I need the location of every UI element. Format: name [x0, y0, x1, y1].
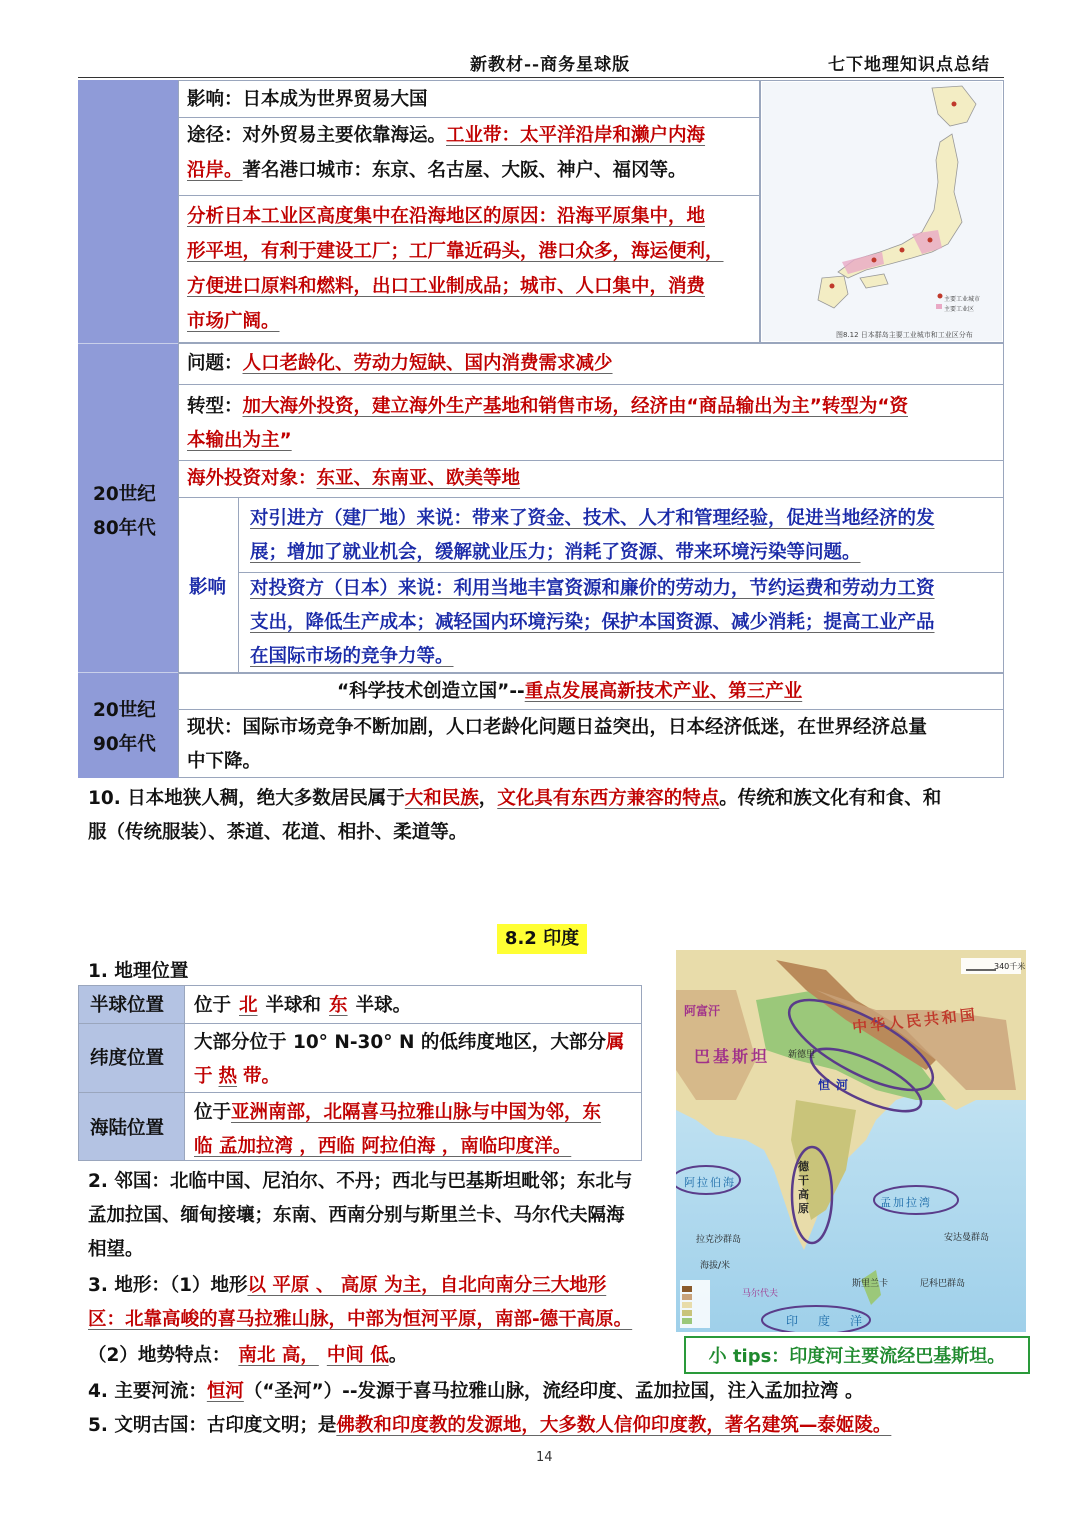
- trade-impact: 影响：日本成为世界贸易大国: [187, 89, 428, 110]
- trade-route-line1: [187, 119, 705, 153]
- problem-row: [187, 347, 613, 381]
- hemi-mid: 半球和: [265, 995, 322, 1016]
- p10-line1: [88, 782, 941, 816]
- impact-investor-line3: 在国际市场的竞争力等。: [250, 646, 454, 667]
- lat-zone: 带。: [243, 1066, 281, 1087]
- p10-line2: 服（传统服装）、茶道、花道、相扑、柔道等。: [88, 822, 468, 843]
- row-line: [178, 384, 1004, 385]
- hemi-suffix: 半球。: [355, 995, 412, 1016]
- port-cities: 著名港口城市：东京、名古屋、大阪、神户、福冈等。: [242, 160, 687, 181]
- lat-belong: 属: [605, 1032, 625, 1053]
- s2-line1: 2. 邻国：北临中国、尼泊尔、不丹；西北与巴基斯坦毗邻；东北与: [88, 1171, 633, 1192]
- s3-relief-high: 南北 高，: [238, 1345, 319, 1366]
- row-line: [178, 195, 760, 196]
- map-label-andaman: 安达曼群岛: [944, 1233, 990, 1243]
- map-label-lakshadweep: 拉克沙群岛: [696, 1235, 742, 1245]
- map-legend-zone: 主要工业区: [944, 306, 975, 313]
- tips-box: 小 tips：印度河主要流经巴基斯坦。: [684, 1336, 1030, 1374]
- map-label-indian-ocean: 印度洋: [786, 1314, 883, 1328]
- row-line: [178, 460, 1004, 461]
- status-line2: 中下降。: [187, 751, 262, 772]
- era-80s-line1: 20世纪: [93, 484, 156, 505]
- india-section-title: 8.2 印度: [497, 924, 587, 954]
- invest-text: 东亚、东南亚、欧美等地: [316, 468, 521, 489]
- impact-host-line2: 展；增加了就业机会，缓解就业压力；消耗了资源、带来环境污染等问题。: [250, 542, 861, 563]
- impact-investor-line2: 支出，降低生产成本；减轻国内环境污染；保护本国资源、减少消耗；提高工业产品: [250, 612, 935, 633]
- map-label-pakistan: 巴基斯坦: [694, 1047, 771, 1066]
- map-elevation-title: 海拔/米: [700, 1261, 731, 1271]
- col-line: [238, 497, 239, 673]
- problem-label: 问题：: [187, 353, 243, 374]
- impact-investor-line1: 对投资方（日本）来说：利用当地丰富资源和廉价的劳动力，节约运费和劳动力工资: [250, 578, 935, 599]
- s4-ganges: 恒河: [206, 1381, 244, 1402]
- hemi-prefix: 位于: [194, 995, 232, 1016]
- p10-tradition: 。传统和族文化有和食、和: [719, 788, 942, 809]
- map-label-china: 中华人民共和国: [851, 1005, 979, 1037]
- sea-land-line2: 临 孟加拉湾 ，西临 阿拉伯海 ，南临印度洋。: [194, 1136, 572, 1157]
- hemisphere-value: [194, 989, 411, 1023]
- transform-text: 加大海外投资，建立海外生产基地和销售市场，经济由“商品输出为主”转型为“资: [242, 396, 908, 417]
- s4-label: 4. 主要河流：: [88, 1381, 207, 1402]
- p10-comma: ，: [478, 788, 498, 809]
- slogan: “科学技术创造立国”--: [337, 681, 525, 702]
- sea-prefix: 位于: [194, 1102, 232, 1123]
- page-number: 14: [536, 1450, 553, 1465]
- invest-row: [187, 462, 520, 496]
- map-label-arabian-sea: 阿拉伯海: [684, 1176, 736, 1189]
- hemisphere-label: 半球位置: [90, 995, 165, 1016]
- map-label-srilanka: 斯里兰卡: [852, 1279, 889, 1289]
- map-label-ganges: 恒河: [818, 1078, 855, 1092]
- era-90s-line1: 20世纪: [93, 700, 156, 721]
- s5-label: 5. 文明古国：古印度文明；是: [88, 1415, 337, 1436]
- status-line1: 现状：国际市场竞争不断加剧，人口老龄化问题日益突出，日本经济低迷，在世界经济总量: [187, 717, 928, 738]
- s4-line: [88, 1375, 863, 1409]
- analysis-line2: 形平坦，有利于建设工厂；工厂靠近码头，港口众多，海运便利，: [187, 241, 724, 262]
- s5-line: [88, 1409, 891, 1443]
- problem-text: 人口老龄化、劳动力短缺、国内消费需求减少: [242, 353, 613, 374]
- row-line: [178, 497, 1004, 498]
- table-left-column: [78, 80, 178, 778]
- impact-label: 影响: [189, 577, 227, 598]
- s3-period: 。: [388, 1345, 408, 1366]
- left-divider: [78, 672, 178, 673]
- s3-line2: 区：北靠高峻的喜马拉雅山脉，中部为恒河平原，南部-德干高原。: [88, 1309, 633, 1330]
- industrial-belt: 工业带：太平洋沿岸和濑户内海: [446, 125, 706, 146]
- s5-religion: 佛教和印度教的发源地，大多数人信仰印度教，著名建筑—泰姬陵。: [336, 1415, 892, 1436]
- map-label-nicobar: 尼科巴群岛: [920, 1279, 966, 1289]
- hemi-north: 北: [239, 995, 258, 1016]
- header-chapter-title: 七下地理知识点总结: [828, 55, 990, 75]
- s3-relief-low: 中间 低: [326, 1345, 389, 1366]
- map-label-deccan: 德干高原: [798, 1160, 809, 1215]
- p10-yamato: 大和民族: [404, 788, 479, 809]
- transform-row: [187, 390, 908, 424]
- row-line: [78, 1023, 642, 1024]
- transform-label: 转型：: [187, 396, 243, 417]
- lat-belong2: 于: [194, 1066, 213, 1087]
- s2-line3: 相望。: [88, 1239, 144, 1260]
- era-80s-line2: 80年代: [93, 518, 156, 539]
- hemi-east: 东: [329, 995, 348, 1016]
- sea-land-line1: [194, 1096, 601, 1130]
- sea-land-label: 海陆位置: [90, 1118, 165, 1139]
- lat-tropical: 热: [218, 1066, 238, 1087]
- map-label-newdelhi: 新德里: [788, 1050, 816, 1060]
- row-line: [178, 709, 1004, 710]
- map-label-afghanistan: 阿富汗: [684, 1004, 721, 1018]
- analysis-line1: 分析日本工业区高度集中在沿海地区的原因：沿海平原集中，地: [187, 206, 706, 227]
- s2-line2: 孟加拉国、缅甸接壤；东南、西南分别与斯里兰卡、马尔代夫隔海: [88, 1205, 625, 1226]
- latitude-label: 纬度位置: [90, 1048, 165, 1069]
- lat-text: 大部分位于 10° N-30° N 的低纬度地区，大部分: [194, 1032, 606, 1053]
- map-label-maldives: 马尔代夫: [742, 1289, 779, 1299]
- slogan-focus: 重点发展高新技术产业、第三产业: [524, 681, 803, 702]
- analysis-line4: 市场广阔。: [187, 311, 280, 332]
- map-scale: 340千米: [994, 962, 1026, 971]
- transform-text-line2: 本输出为主”: [187, 430, 292, 451]
- col-line: [184, 985, 185, 1161]
- s4-text: （“圣河”）--发源于喜马拉雅山脉，流经印度、孟加拉国，注入孟加拉湾 。: [243, 1381, 864, 1402]
- s3-terrain: 以 平原 、 高原 为主，自北向南分三大地形: [247, 1275, 607, 1296]
- row-line: [78, 1092, 642, 1093]
- slogan-row: [337, 675, 802, 709]
- impact-host-line1: 对引进方（建厂地）来说：带来了资金、技术、人才和管理经验，促进当地经济的发: [250, 508, 935, 529]
- s3-line3: [88, 1339, 407, 1373]
- invest-label: 海外投资对象：: [187, 468, 317, 489]
- analysis-line3: 方便进口原料和燃料，出口工业制成品；城市、人口集中，消费: [187, 276, 706, 297]
- era-90s-line2: 90年代: [93, 734, 156, 755]
- map-caption: 图8.12 日本群岛主要工业城市和工业区分布: [836, 331, 973, 339]
- header-doc-title: 新教材--商务星球版: [470, 55, 631, 75]
- s3-prefix: 3. 地形：（1）地形: [88, 1275, 248, 1296]
- s3-line1: [88, 1269, 606, 1303]
- s1-heading: 1. 地理位置: [88, 961, 189, 982]
- row-line: [178, 117, 760, 118]
- map-legend-city: 主要工业城市: [944, 296, 981, 303]
- map-label-bay-of-bengal: 孟加拉湾: [880, 1196, 932, 1209]
- header-rule: [78, 77, 1004, 78]
- sea-text: 亚洲南部，北隔喜马拉雅山脉与中国为邻，东: [231, 1102, 602, 1123]
- p10-text: 10. 日本地狭人稠，绝大多数居民属于: [88, 788, 405, 809]
- latitude-line1: [194, 1026, 624, 1060]
- industrial-belt-end: 沿岸。: [187, 160, 243, 181]
- s3-relief-label: （2）地势特点：: [88, 1345, 231, 1366]
- p10-culture: 文化具有东西方兼容的特点: [497, 788, 720, 809]
- left-divider: [78, 343, 178, 344]
- latitude-line2: [194, 1060, 280, 1094]
- trade-route: 途径：对外贸易主要依靠海运。: [187, 125, 447, 146]
- trade-route-line2: [187, 154, 687, 188]
